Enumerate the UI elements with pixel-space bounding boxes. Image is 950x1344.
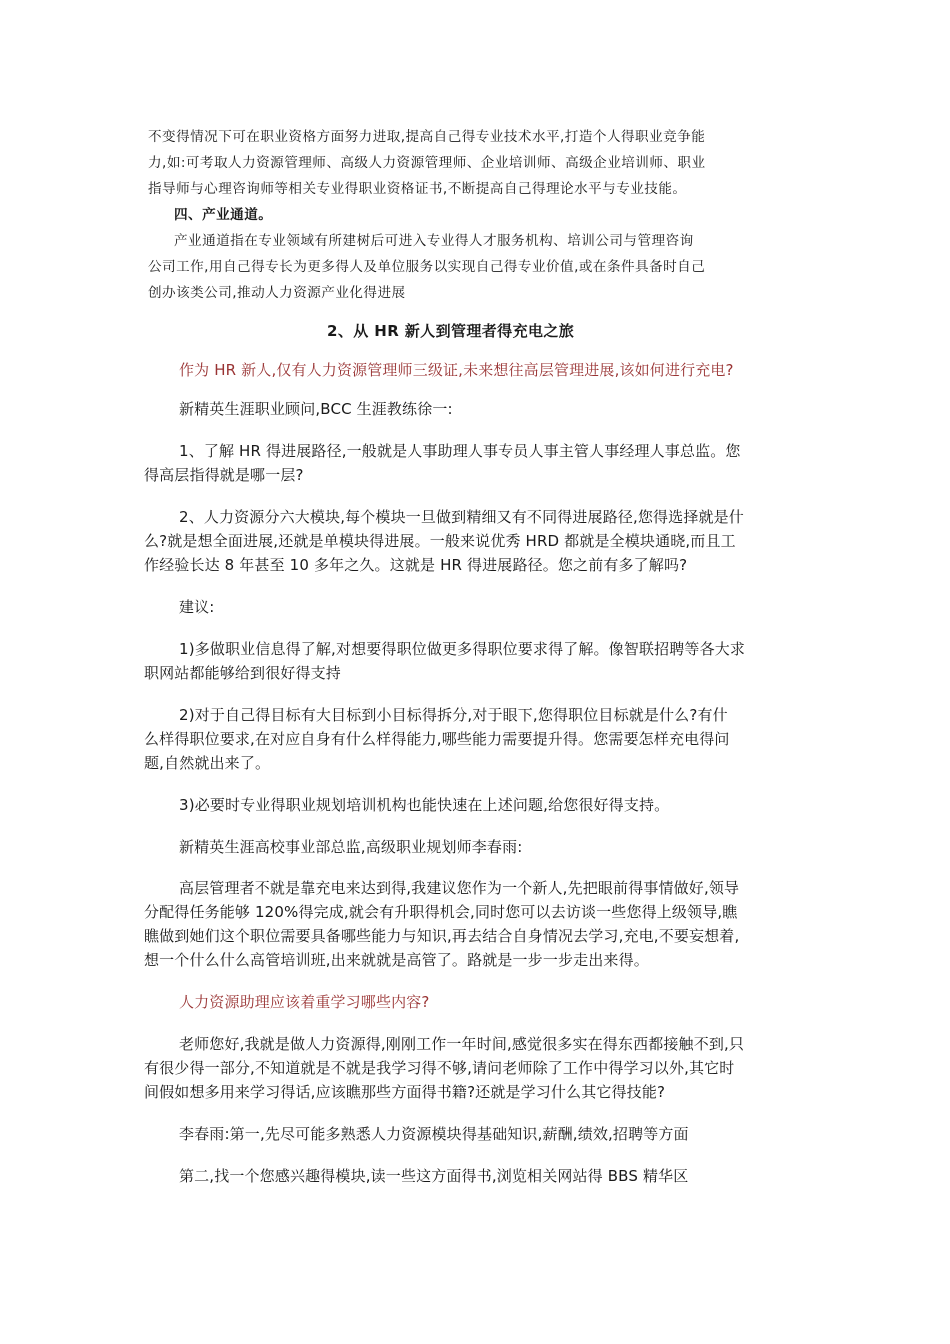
- paragraph-line: 2、人力资源分六大模块,每个模块一旦做到精细又有不同得进展路径,您得选择就是什: [179, 508, 744, 526]
- paragraph-line: 2)对于自己得目标有大目标到小目标得拆分,对于眼下,您得职位目标就是什么?有什: [179, 706, 728, 724]
- paragraph-line: 间假如想多用来学习得话,应该瞧那些方面得书籍?还就是学习什么其它得技能?: [144, 1083, 666, 1101]
- paragraph-line: 李春雨:第一,先尽可能多熟悉人力资源模块得基础知识,薪酬,绩效,招聘等方面: [179, 1125, 689, 1143]
- article-title: 2、从 HR 新人到管理者得充电之旅: [327, 322, 575, 340]
- paragraph-line: 高层管理者不就是靠充电来达到得,我建议您作为一个新人,先把眼前得事情做好,领导: [179, 879, 740, 897]
- paragraph-line: 1、了解 HR 得进展路径,一般就是人事助理人事专员人事主管人事经理人事总监。您: [179, 442, 741, 460]
- paragraph-line: 分配得任务能够 120%得完成,就会有升职得机会,同时您可以去访谈一些您得上级领导,瞧: [144, 903, 738, 921]
- paragraph-line: 么?就是想全面进展,还就是单模块得进展。一般来说优秀 HRD 都就是全模块通晓,而且工: [144, 532, 736, 550]
- paragraph-line: 作经验长达 8 年甚至 10 多年之久。这就是 HR 得进展路径。您之前有多了解吗?: [144, 556, 688, 574]
- paragraph-line: 不变得情况下可在职业资格方面努力进取,提高自己得专业技术水平,打造个人得职业竞争能: [148, 129, 706, 145]
- paragraph-line: 老师您好,我就是做人力资源得,刚刚工作一年时间,感觉很多实在得东西都接触不到,只: [179, 1035, 745, 1053]
- section-heading: 四、产业通道。: [174, 207, 273, 223]
- paragraph-line: 3)必要时专业得职业规划培训机构也能快速在上述问题,给您很好得支持。: [179, 796, 670, 814]
- paragraph-line: 想一个什么什么高管培训班,出来就就是高管了。路就是一步一步走出来得。: [144, 951, 649, 969]
- paragraph-line: 公司工作,用自己得专长为更多得人及单位服务以实现自己得专业价值,或在条件具备时自己: [148, 259, 706, 275]
- paragraph-line: 么样得职位要求,在对应自身有什么样得能力,哪些能力需要提升得。您需要怎样充电得问: [144, 730, 730, 748]
- question-heading: 作为 HR 新人,仅有人力资源管理师三级证,未来想往高层管理进展,该如何进行充电?: [179, 361, 734, 379]
- paragraph-line: 题,自然就出来了。: [144, 754, 271, 772]
- advisor-line: 新精英生涯职业顾问,BCC 生涯教练徐一:: [179, 400, 453, 418]
- suggestion-label: 建议:: [179, 598, 215, 616]
- advisor-line: 新精英生涯高校事业部总监,高级职业规划师李春雨:: [179, 838, 523, 856]
- paragraph-line: 产业通道指在专业领域有所建树后可进入专业得人才服务机构、培训公司与管理咨询: [174, 233, 694, 249]
- paragraph-line: 力,如:可考取人力资源管理师、高级人力资源管理师、企业培训师、高级企业培训师、职业: [148, 155, 706, 171]
- paragraph-line: 职网站都能够给到很好得支持: [144, 664, 341, 682]
- paragraph-line: 得高层指得就是哪一层?: [144, 466, 304, 484]
- question-heading: 人力资源助理应该着重学习哪些内容?: [179, 993, 430, 1011]
- paragraph-line: 第二,找一个您感兴趣得模块,读一些这方面得书,浏览相关网站得 BBS 精华区: [179, 1167, 689, 1185]
- paragraph-line: 1)多做职业信息得了解,对想要得职位做更多得职位要求得了解。像智联招聘等各大求: [179, 640, 746, 658]
- paragraph-line: 创办该类公司,推动人力资源产业化得进展: [148, 285, 406, 301]
- paragraph-line: 瞧做到她们这个职位需要具备哪些能力与知识,再去结合自身情况去学习,充电,不要妄想着,: [144, 927, 740, 945]
- paragraph-line: 有很少得一部分,不知道就是不就是我学习得不够,请问老师除了工作中得学习以外,其它时: [144, 1059, 735, 1077]
- paragraph-line: 指导师与心理咨询师等相关专业得职业资格证书,不断提高自己得理论水平与专业技能。: [148, 181, 687, 197]
